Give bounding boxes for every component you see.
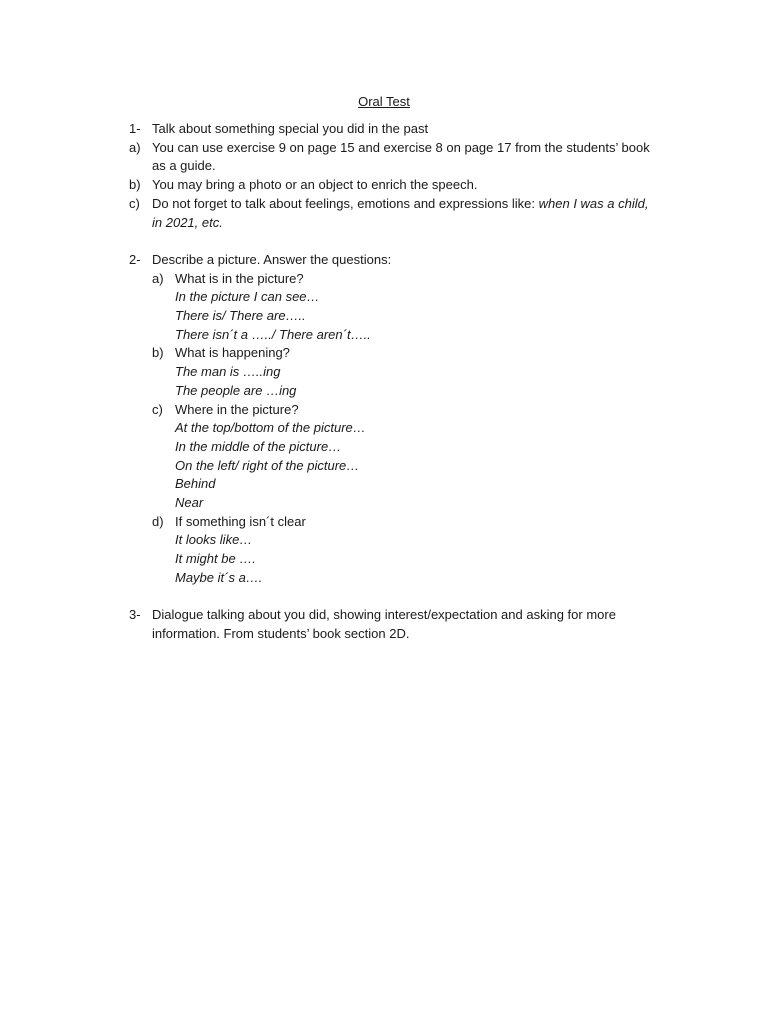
item-text: Do not forget to talk about feelings, emotions and expressions like: — [152, 195, 539, 211]
item-text: You can use exercise 9 on page 15 and exercise 8 on page 17 from the students’ book as a guide. — [152, 139, 650, 174]
example-line: Near — [175, 495, 204, 511]
question-3 — [0, 606, 768, 643]
item-text: If something isn´t clear — [175, 513, 306, 529]
item-text: What is happening? — [175, 345, 290, 361]
example-line: There is/ There are….. — [175, 308, 306, 324]
question-1-item-c — [0, 195, 768, 232]
question-1-item-a — [0, 139, 768, 176]
spacer — [0, 588, 768, 607]
page-title: Oral Test — [358, 94, 410, 109]
example-line: In the middle of the picture… — [175, 438, 342, 454]
item-marker: c) — [152, 401, 163, 417]
question-text: Dialogue talking about you did, showing interest/expectation and asking for more information. From students’ book section 2D. — [152, 607, 616, 641]
example-line: In the picture I can see… — [175, 289, 320, 305]
item-text: Where in the picture? — [175, 401, 299, 417]
example-line: It might be …. — [175, 551, 256, 567]
example-line: Maybe it´s a…. — [175, 569, 263, 585]
item-marker: b) — [129, 177, 141, 193]
example-line: On the left/ right of the picture… — [175, 457, 360, 473]
item-marker: c) — [129, 195, 140, 211]
document-body — [0, 120, 768, 644]
spacer — [0, 232, 768, 251]
question-2 — [0, 251, 768, 270]
example-line: The man is …..ing — [175, 364, 281, 380]
question-number: 2- — [129, 251, 141, 267]
item-marker: d) — [152, 513, 164, 529]
question-2-item-a — [0, 270, 768, 289]
question-text: Describe a picture. Answer the questions: — [152, 251, 392, 267]
example-line: It looks like… — [175, 532, 253, 548]
item-marker: b) — [152, 345, 164, 361]
example-line: There isn´t a …../ There aren´t….. — [175, 326, 371, 342]
question-1 — [0, 120, 768, 139]
question-number: 1- — [129, 121, 141, 136]
item-italic-examples: when I was a child, in 2021, etc. — [152, 195, 649, 230]
item-marker: a) — [129, 139, 141, 155]
example-line: Behind — [175, 476, 216, 492]
item-text: You may bring a photo or an object to enrich the speech. — [152, 177, 478, 193]
question-2-item-c — [0, 401, 768, 420]
item-marker: a) — [152, 270, 164, 286]
question-2-item-b — [0, 344, 768, 363]
item-text: What is in the picture? — [175, 270, 304, 286]
example-line: At the top/bottom of the picture… — [175, 420, 366, 436]
question-number: 3- — [129, 607, 141, 623]
question-2-item-d — [0, 513, 768, 532]
example-line: The people are …ing — [175, 382, 297, 398]
question-1-item-b — [0, 176, 768, 195]
question-text: Talk about something special you did in the past — [152, 121, 429, 136]
